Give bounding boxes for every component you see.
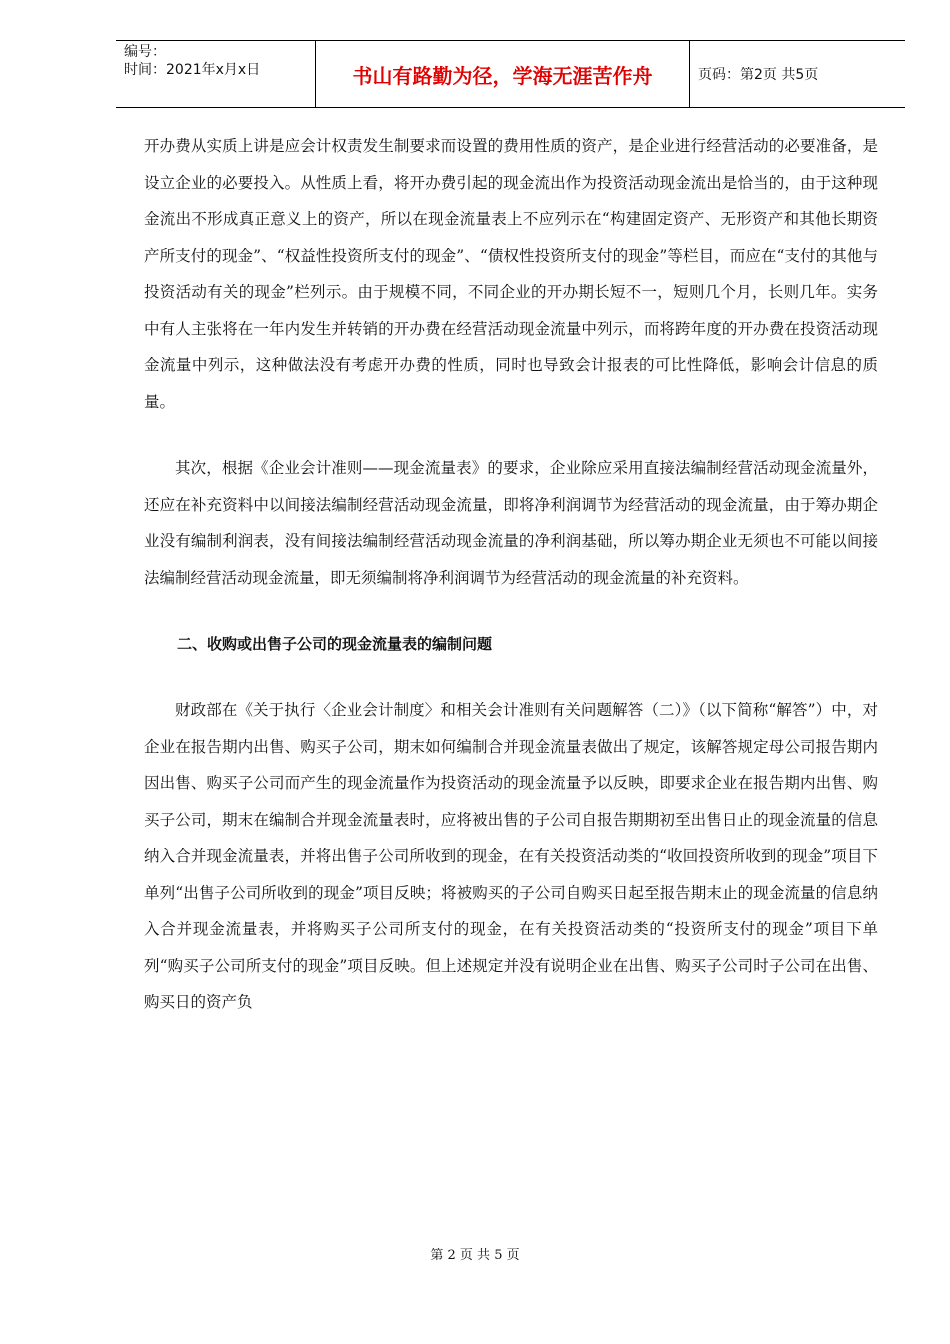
paragraph-3: 财政部在《关于执行〈企业会计制度〉和相关会计准则有关问题解答（二）》（以下简称“解答”）中，对企业在报告期内出售、购买子公司，期末如何编制合并现金流量表做出了规定，该解答规定母公司报告期内因出售、购买子公司而产生的现金流量作为投资活动的现金流量予以反映，即要求企业在报告期内出售、购买子公司，期末在编制合并现金流量表时，应将被出售的子公司自报告期期初至出售日止的现金流量的信息纳入合并现金流量表，并将出售子公司所收到的现金，在有关投资活动类的“收回投资所收到的现金”项目下单列“出售子公司所收到的现金”项目反映；将被购买的子公司自购买日起至报告期末止的现金流量的信息纳入合并现金流量表，并将购买子公司所支付的现金，在有关投资活动类的“投资所支付的现金”项目下单列“购买子公司所支付的现金”项目反映。但上述规定并没有说明企业在出售、购买子公司时子公司在出售、购买日的资产负 bbox=[144, 701, 878, 1011]
footer-page-number: 第 2 页 共 5 页 bbox=[430, 1248, 520, 1263]
header-page-label: 页码：第2页 共5页 bbox=[698, 67, 819, 83]
time-label: 时间：2021年x月x日 bbox=[124, 62, 261, 78]
number-label: 编号： bbox=[124, 44, 166, 60]
document-body bbox=[144, 128, 878, 1021]
paragraph-1: 开办费从实质上讲是应会计权责发生制要求而设置的费用性质的资产，是企业进行经营活动的必要准备，是设立企业的必要投入。从性质上看，将开办费引起的现金流出作为投资活动现金流出是恰当的，由于这种现金流出不形成真正意义上的资产，所以在现金流量表上不应列示在“构建固定资产、无形资产和其他长期资产所支付的现金”、“权益性投资所支付的现金”、“债权性投资所支付的现金”等栏目，而应在“支付的其他与投资活动有关的现金”栏列示。由于规模不同，不同企业的开办期长短不一，短则几个月，长则几年。实务中有人主张将在一年内发生并转销的开办费在经营活动现金流量中列示，而将跨年度的开办费在投资活动现金流量中列示，这种做法没有考虑开办费的性质，同时也导致会计报表的可比性降低，影响会计信息的质量。 bbox=[144, 137, 878, 411]
header-motto: 书山有路勤为径，学海无涯苦作舟 bbox=[316, 41, 690, 107]
paragraph-gap bbox=[144, 420, 878, 450]
section-heading: 二、收购或出售子公司的现金流量表的编制问题 bbox=[177, 635, 493, 653]
document-header bbox=[116, 40, 905, 108]
page-footer bbox=[0, 1244, 950, 1263]
paragraph-2: 其次，根据《企业会计准则——现金流量表》的要求，企业除应采用直接法编制经营活动现金流量外，还应在补充资料中以间接法编制经营活动现金流量，即将净利润调节为经营活动的现金流量，由于筹办期企业没有编制利润表，没有间接法编制经营活动现金流量的净利润基础，所以筹办期企业无须也不可能以间接法编制经营活动现金流量，即无须编制将净利润调节为经营活动的现金流量的补充资料。 bbox=[144, 459, 878, 587]
header-meta bbox=[116, 41, 316, 107]
paragraph-gap bbox=[144, 596, 878, 626]
paragraph-gap bbox=[144, 662, 878, 692]
